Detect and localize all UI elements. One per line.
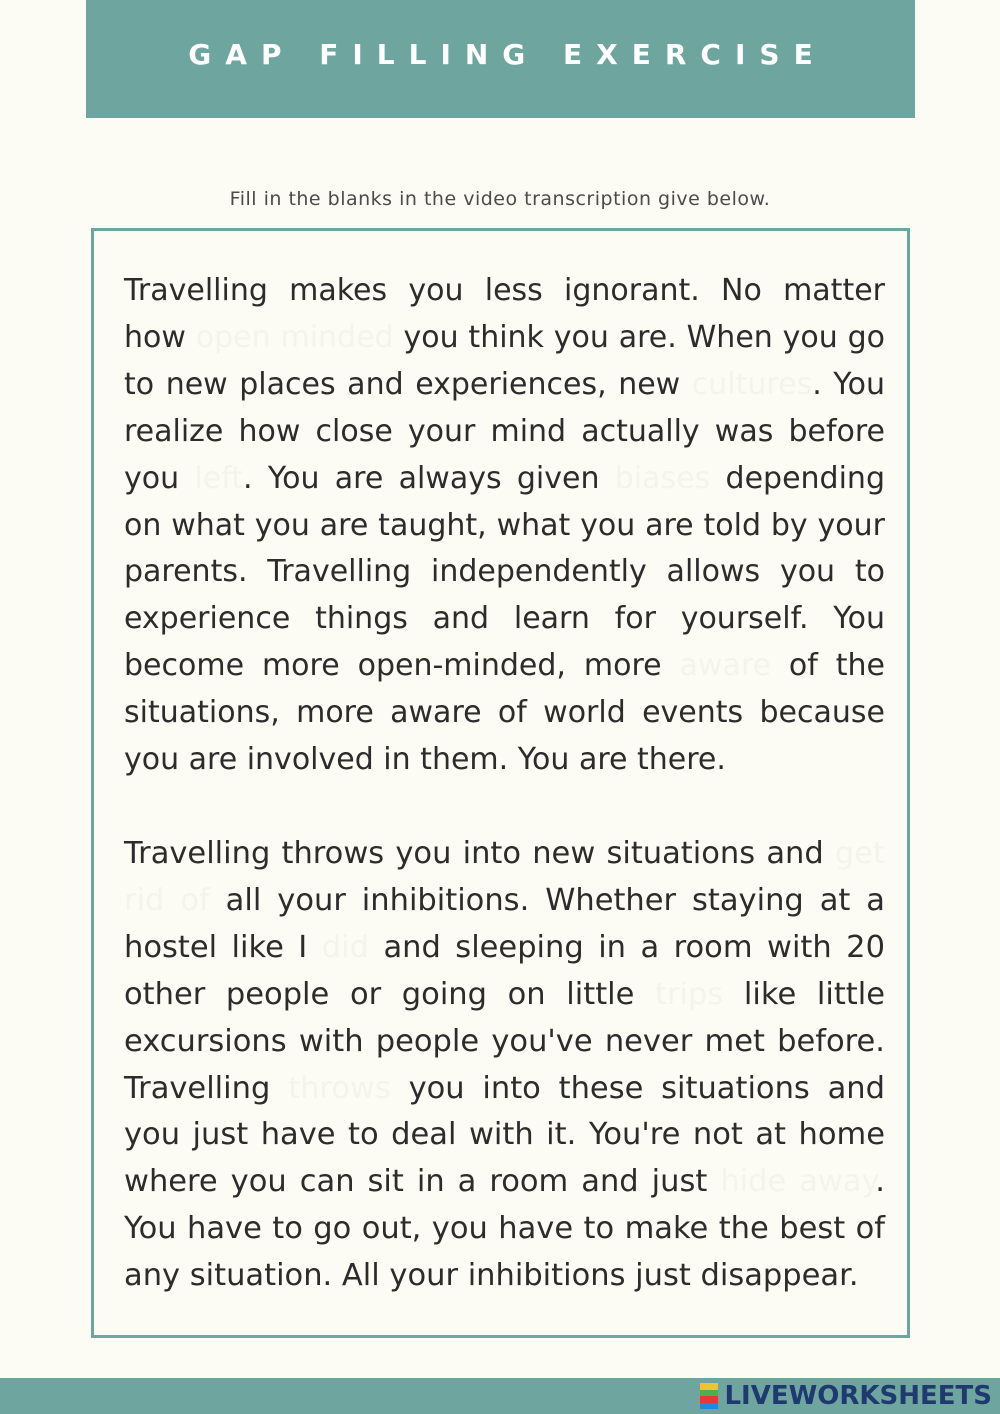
transcription-paragraph-1 (124, 268, 885, 784)
paragraph-text: . You are always given (243, 460, 615, 496)
header-bar (86, 0, 915, 118)
gap-answer[interactable]: hide away (720, 1164, 876, 1200)
paragraph-text: all your inhibitions. Whether staying at a hostel like I (124, 882, 886, 965)
brand-watermark (700, 1378, 992, 1414)
paragraph-text: you think you are. When you go to new places and experiences, new (124, 319, 885, 402)
paragraph-text: you into these situations and you just have to deal with it. You're not at home where you can sit in a room and just (124, 1070, 885, 1200)
gap-answer[interactable]: throws (288, 1070, 391, 1106)
gap-answer[interactable]: aware (679, 648, 771, 684)
paragraph-text: and sleeping in a room with 20 other people or going on little (124, 929, 885, 1012)
gap-answer[interactable]: did (321, 929, 369, 965)
transcription-paragraph-2 (124, 831, 885, 1300)
logo-stripe (700, 1403, 718, 1410)
gap-answer[interactable]: trips (655, 976, 724, 1012)
gap-answer[interactable]: biases (614, 460, 711, 496)
instructions-text: Fill in the blanks in the video transcription give below. (229, 188, 771, 210)
page-title: GAP FILLING EXERCISE (188, 37, 827, 71)
gap-answer[interactable]: cultures (691, 366, 813, 402)
gap-answer[interactable]: get rid of (124, 836, 885, 918)
brand-name: LIVEWORKSHEETS (724, 1381, 992, 1411)
gap-answer[interactable]: open minded (195, 319, 394, 355)
paragraph-text: of the situations, more aware of world events because you are involved in them. You are there. (124, 648, 885, 778)
paragraph-text: . You realize how close your mind actually was before you (124, 366, 886, 496)
paragraph-text: . You have to go out, you have to make the best of any situation. All your inhibitions just disappear. (124, 1164, 885, 1294)
gap-answer[interactable]: left (194, 460, 243, 496)
liveworksheets-logo-icon (700, 1383, 718, 1409)
paragraph-text: Travelling throws you into new situations and (124, 836, 835, 871)
paragraph-text: depending on what you are taught, what you are told by your parents. Travelling independently allows you to experience things and learn for yourself. You become more open-minded, more (124, 460, 885, 684)
paragraph-text: like little excursions with people you've never met before. Travelling (124, 976, 885, 1106)
paragraph-text: Travelling makes you less ignorant. No matter how (124, 273, 885, 355)
